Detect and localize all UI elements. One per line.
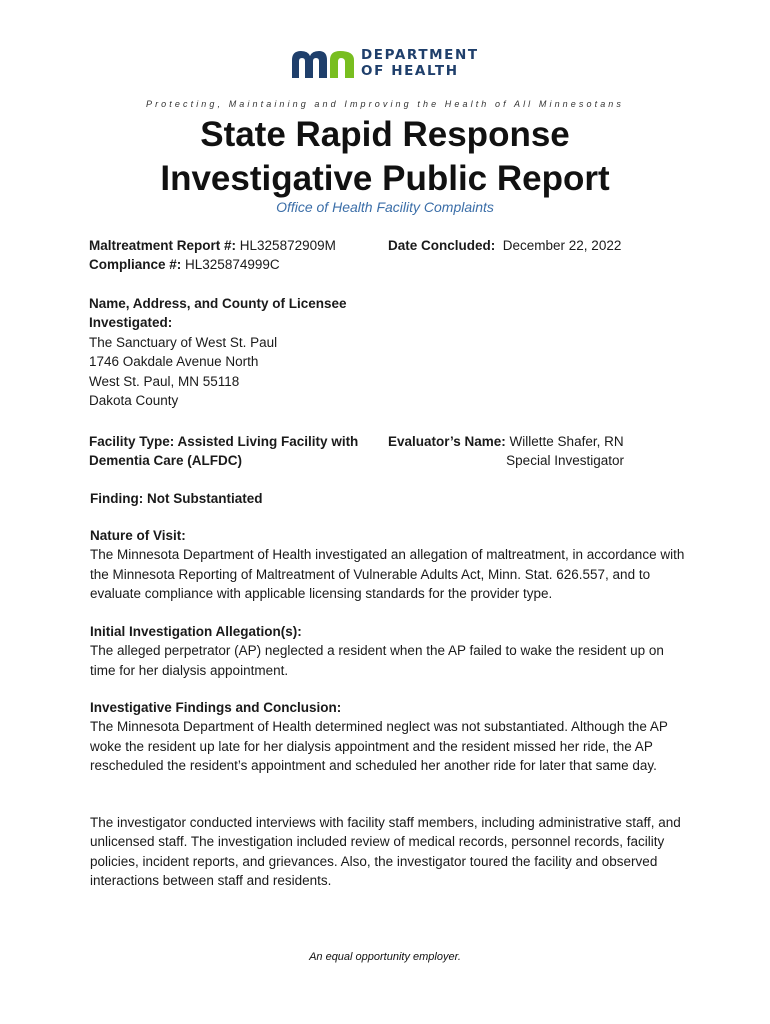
logo-line-2: OF HEALTH — [361, 62, 459, 79]
tagline: Protecting, Maintaining and Improving the Health of All Minnesotans — [145, 99, 625, 109]
maltreatment-label: Maltreatment Report #: — [89, 238, 237, 253]
logo-text — [361, 48, 491, 79]
compliance-number — [89, 255, 379, 274]
findings-heading: Investigative Findings and Conclusion: — [90, 700, 342, 715]
licensee-name: The Sanctuary of West St. Paul — [89, 334, 278, 350]
nature-text: The Minnesota Department of Health investigated an allegation of maltreatment, in accordance with the Minnesota Reporting of Maltreatment of Vulnerable Adults Act, Minn. Stat. 626.557, and to evaluate compliance with applicable licensing standards for the provider type. — [90, 547, 685, 602]
facility-type-line-2: Dementia Care (ALFDC) — [89, 453, 243, 469]
compliance-label: Compliance #: — [89, 257, 182, 273]
report-numbers — [89, 236, 379, 275]
allegation-heading: Initial Investigation Allegation(s): — [90, 624, 302, 639]
facility-type-line-1: Facility Type: Assisted Living Facility with — [89, 434, 359, 449]
investigation-section — [90, 813, 690, 891]
title-line-2: Investigative Public Report — [160, 159, 610, 198]
date-concluded — [388, 236, 678, 255]
mn-logo-icon — [290, 48, 356, 78]
finding-text: Finding: Not Substantiated — [90, 491, 263, 506]
licensee-address-2: West St. Paul, MN 55118 — [89, 373, 240, 389]
finding — [90, 489, 690, 508]
logo-line-1: DEPARTMENT — [361, 47, 479, 63]
licensee-label-1: Name, Address, and County of Licensee — [89, 296, 347, 311]
mdh-logo — [290, 48, 490, 82]
licensee-label-2: Investigated: — [89, 315, 173, 331]
facility-type — [89, 432, 379, 471]
evaluator-block — [388, 432, 678, 471]
nature-of-visit-section — [90, 526, 690, 604]
report-title — [0, 113, 770, 201]
evaluator-title: Special Investigator — [506, 453, 624, 469]
compliance-value: HL325874999C — [181, 257, 280, 273]
evaluator-name: Willette Shafer, RN — [505, 434, 624, 449]
licensee-address-1: 1746 Oakdale Avenue North — [89, 354, 259, 370]
evaluator-label: Evaluator’s Name: — [388, 434, 506, 449]
findings-text: The Minnesota Department of Health determined neglect was not substantiated. Although the AP woke the resident up late for her dialysis appointment and the resident missed her ride, the AP rescheduled the resident’s appointment and scheduled her another ride for later that same day. — [90, 719, 668, 774]
evaluator-line — [388, 432, 678, 451]
licensee-county: Dakota County — [89, 393, 179, 409]
licensee-block — [89, 294, 379, 410]
allegation-section — [90, 622, 690, 680]
title-line-1: State Rapid Response — [200, 115, 570, 154]
office-subtitle: Office of Health Facility Complaints — [276, 199, 494, 215]
nature-heading: Nature of Visit: — [90, 528, 186, 543]
date-value: December 22, 2022 — [495, 238, 622, 253]
maltreatment-value: HL325872909M — [236, 238, 336, 253]
investigation-text: The investigator conducted interviews with facility staff members, including administrative staff, and unlicensed staff. The investigation included review of medical records, personnel records, facility policies, incident reports, and grievances. Also, the investigator toured the facility and observed interactions between staff and residents. — [90, 815, 681, 889]
maltreatment-report-number — [89, 236, 379, 255]
date-label: Date Concluded: — [388, 238, 496, 253]
findings-section — [90, 698, 690, 776]
footer: An equal opportunity employer. — [309, 951, 461, 963]
allegation-text: The alleged perpetrator (AP) neglected a resident when the AP failed to wake the resident up on time for her dialysis appointment. — [90, 643, 664, 678]
